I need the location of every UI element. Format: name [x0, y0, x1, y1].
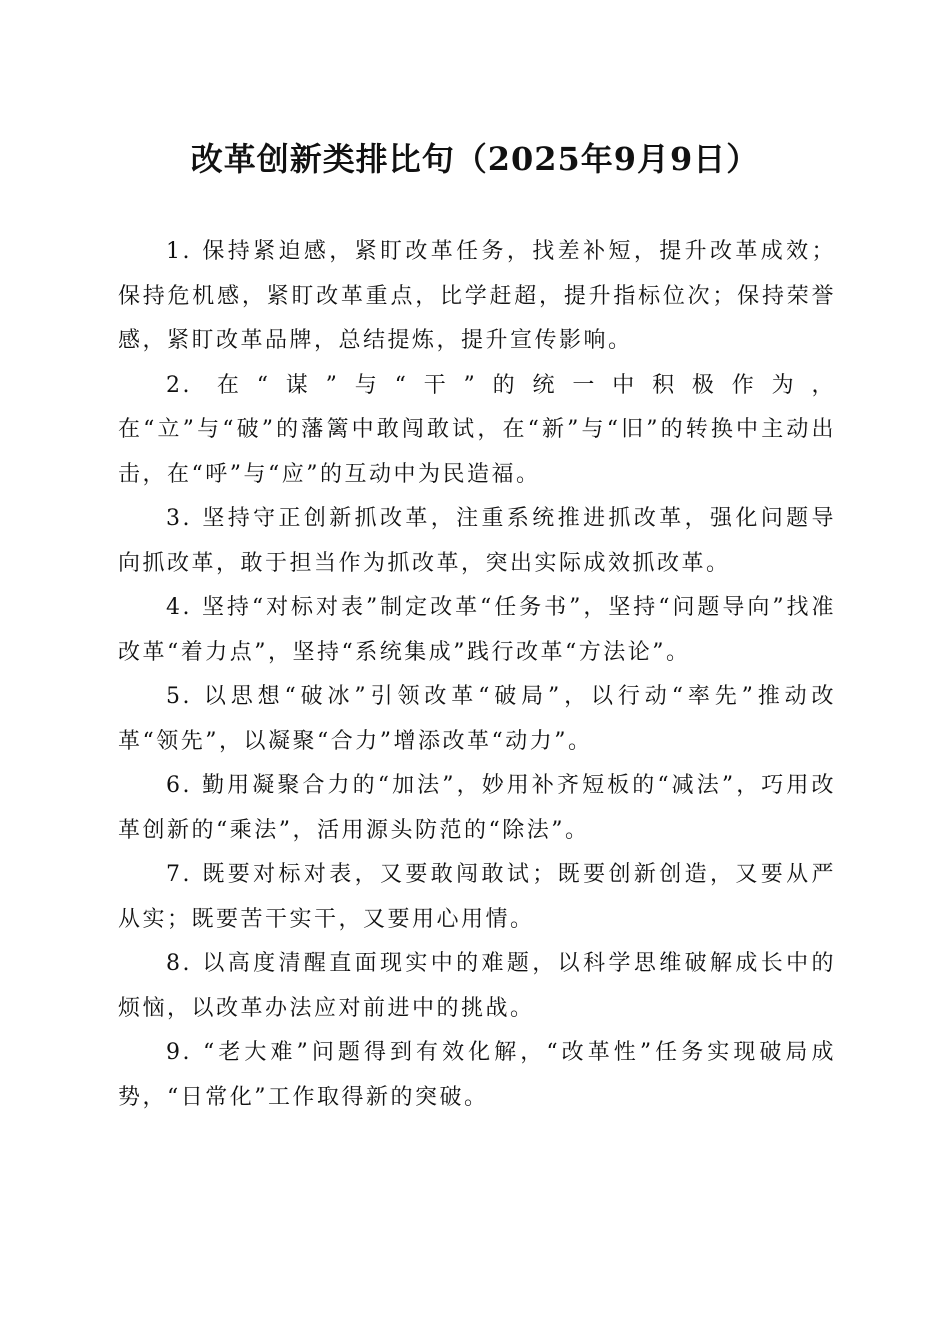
- paragraph-8: 8. 以高度清醒直面现实中的难题，以科学思维破解成长中的烦恼，以改革办法应对前进中的挑战。: [118, 951, 836, 1021]
- paragraph-4: 4. 坚持“对标对表”制定改革“任务书”，坚持“问题导向”找准改革“着力点”，坚持“系统集成”践行改革“方法论”。: [118, 595, 836, 665]
- document-title: 改革创新类排比句（2025年9月9日）: [190, 140, 760, 178]
- paragraph-7: 7. 既要对标对表，又要敢闯敢试；既要创新创造，又要从严从实；既要苦干实干，又要用心用情。: [118, 862, 836, 932]
- paragraph-5: 5. 以思想“破冰”引领改革“破局”，以行动“率先”推动改革“领先”，以凝聚“合力”增添改革“动力”。: [118, 684, 836, 754]
- paragraph-3: 3. 坚持守正创新抓改革，注重系统推进抓改革，强化问题导向抓改革，敢于担当作为抓改革，突出实际成效抓改革。: [118, 506, 836, 576]
- paragraph-1: 1. 保持紧迫感，紧盯改革任务，找差补短，提升改革成效；保持危机感，紧盯改革重点，比学赶超，提升指标位次；保持荣誉感，紧盯改革品牌，总结提炼，提升宣传影响。: [118, 239, 836, 353]
- paragraph-2-line-1: 2. 在“谋”与“干”的统一中积极作为，: [166, 372, 836, 398]
- paragraph-6: 6. 勤用凝聚合力的“加法”，妙用补齐短板的“减法”，巧用改革创新的“乘法”，活用源头防范的“除法”。: [118, 773, 836, 843]
- paragraph-2-continuation: 在“立”与“破”的藩篱中敢闯敢试，在“新”与“旧”的转换中主动出击，在“呼”与“应”的互动中为民造福。: [118, 417, 836, 487]
- document-body: [118, 230, 836, 1120]
- paragraph-9: 9. “老大难”问题得到有效化解，“改革性”任务实现破局成势，“日常化”工作取得新的突破。: [118, 1040, 836, 1110]
